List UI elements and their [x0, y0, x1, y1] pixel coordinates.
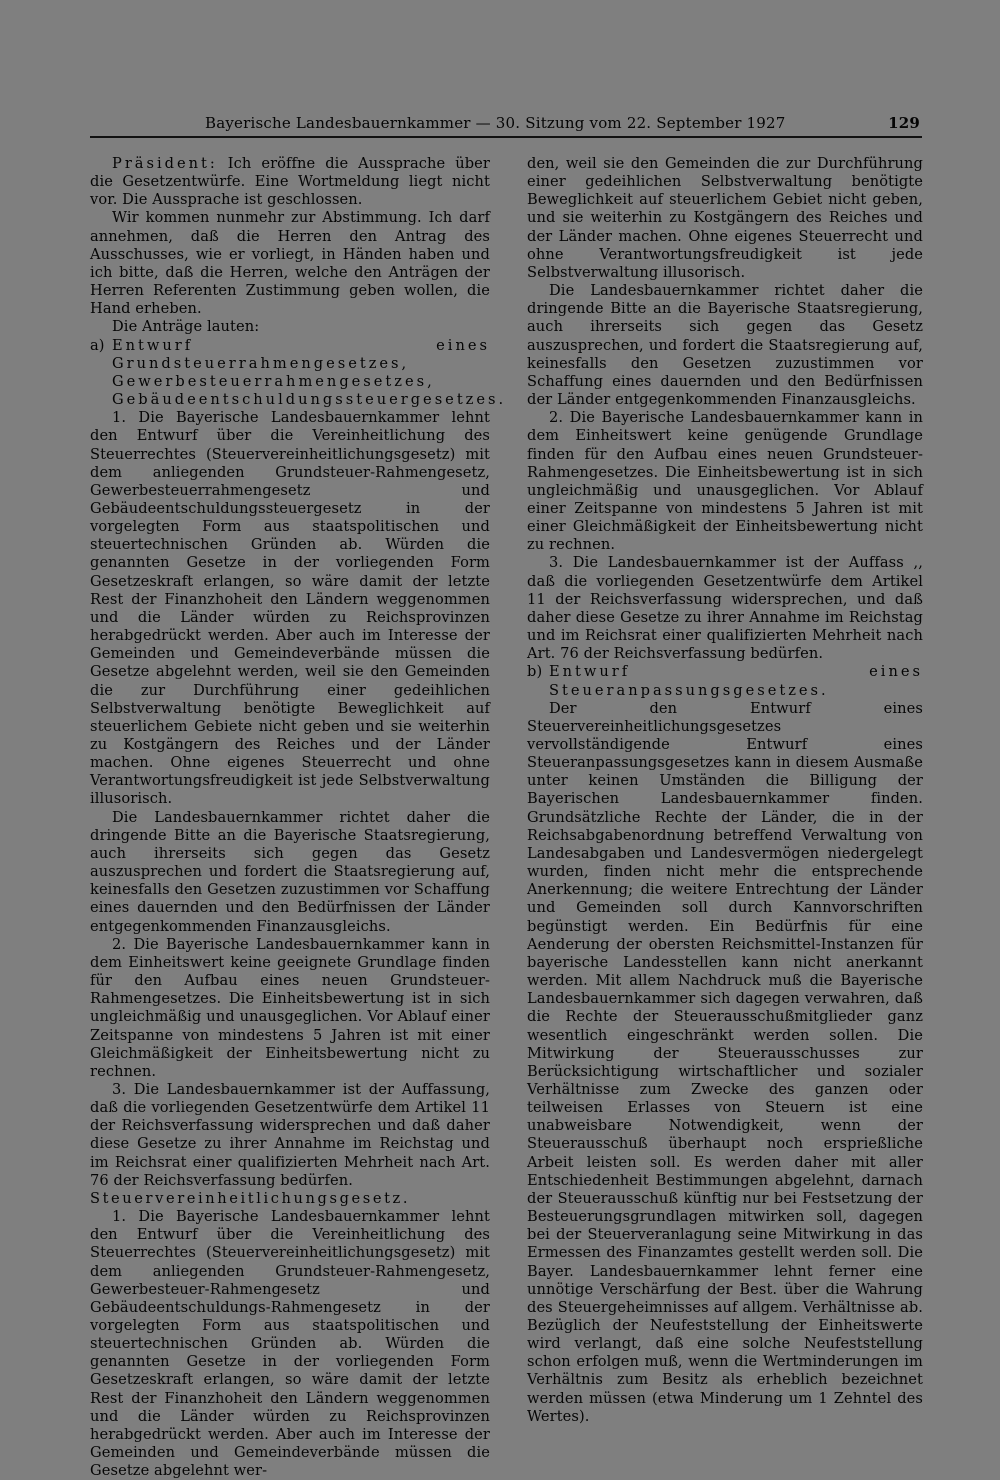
item-a-marker: a) — [90, 336, 105, 354]
header-title: Bayerische Landesbauernkammer — 30. Sitzung vom 22. September 1927 — [205, 114, 786, 132]
right-column — [527, 155, 923, 1426]
paragraph-r2: 2. Die Bayerische Landesbauernkammer kann in dem Einheitswert keine genügende Grundlage finden für den Aufbau eines neuen Grundsteuer-Rahmengesetzes. Die Einheitsbewertung ist in sich ungleichmäßig und unausgeglichen. Vor Ablauf einer Zeitspanne von mindestens 5 Jahren ist mit einer Gleichmäßigkeit der Einheitsbewertung nicht zu rechnen. — [527, 409, 923, 554]
paragraph-continuation: den, weil sie den Gemeinden die zur Durchführung einer gedeihlichen Selbstverwaltung benötigte Beweglichkeit auf steuerlichem Gebiet nicht geben, und sie weiterhin zu Kostgängern des Reiches und der Länder machen. Ohne eigenes Steuerrecht und ohne Verantwortungsfreudigkeit ist jede Selbstverwaltung illusorisch. — [527, 155, 923, 281]
paragraph-a1b: Die Landesbauernkammer richtet daher die dringende Bitte an die Bayerische Staatsregierung, auch ihrerseits sich gegen das Gesetz auszusprechen und fordert die Staatsregierung auf, keinesfalls den Gesetzen zuzustimmen vor Schaffung eines dauernden und den Bedürfnissen der Länder entgegenkommenden Finanzausgleichs. — [90, 808, 490, 935]
paragraph-r4: Der den Entwurf eines Steuervereinheitlichungsgesetzes vervollständigende Entwurf eines Steueranpassungsgesetzes kann in diesem Ausmaße unter keinen Umständen die Billigung der Bayerischen Landesbauernkammer finden. Grundsätzliche Rechte der Länder, die in der Reichsabgabenordnung betreffend Verwaltung von Landesabgaben und Landesvermögen niedergelegt wurden, finden nicht mehr die entsprechende Anerkennung; die weitere Entrechtung der Länder und Gemeinden soll durch Kannvorschriften begünstigt werden. Ein Bedürfnis für eine Aenderung der obersten Reichsmittel-Instanzen für bayerische Landesstellen kann nicht anerkannt werden. Mit allem Nachdruck muß die Bayerische Landesbauernkammer sich dagegen verwahren, daß die Rechte der Steuerausschußmitglieder ganz wesentlich eingeschränkt werden sollen. Die Mitwirkung der Steuerausschusses zur Berücksichtigung wirtschaftlicher und sozialer Verhältnisse zum Zwecke des ganzen oder teilweisen Erlasses von Steuern ist eine unabweisbare Notwendigkeit, wenn der Steuerausschuß überhaupt noch ersprießliche Arbeit leisten soll. Es werden daher mit aller Entschiedenheit Bestimmungen abgelehnt, darnach der Steuerausschuß künftig nur bei Festsetzung der Besteuerungsgrundlagen mitwirken soll, dagegen bei der Steuerveranlagung seine Mitwirkung in das Ermessen des Finanzamtes gestellt werden soll. Die Bayer. Landesbauernkammer lehnt ferner eine unnötige Verschärfung der Best. über die Wahrung des Steuergeheimnisses auf allgem. Verhältnisse ab. Bezüglich der Neufeststellung der Einheitswerte wird verlangt, daß eine solche Neufeststellung schon erfolgen muß, wenn die Wertminderungen im Verhältnis zum Besitz als erheblich bezeichnet werden müssen (etwa Minderung um 1 Zehntel des Wertes). — [527, 699, 923, 1425]
item-a-heading: Entwurf eines Grundsteuerrahmengesetzes, Gewerbesteuerrahmengesetzes, Gebäudeentschuldungssteuergesetzes. — [112, 336, 507, 409]
page-number: 129 — [888, 114, 920, 132]
president-text: Ich eröffne die Aussprache über die Gesetzentwürfe. Eine Wortmeldung liegt nicht vor. Die Aussprache ist geschlossen. — [90, 155, 490, 209]
item-b — [527, 663, 923, 699]
paragraph-r3: 3. Die Landesbauernkammer ist der Auffass ,, daß die vorliegenden Gesetzentwürfe dem Artikel 11 der Reichsverfassung widersprechen, und daß daher diese Gesetze zu ihrer Annahme im Reichstag und im Reichsrat einer qualifizierten Mehrheit nach Art. 76 der Reichsverfassung bedürfen. — [527, 554, 923, 663]
paragraph-a3: 3. Die Landesbauernkammer ist der Auffassung, daß die vorliegenden Gesetzentwürfe dem Artikel 11 der Reichsverfassung widersprechen und daß daher diese Gesetze zu ihrer Annahme im Reichstag und im Reichsrat einer qualifizierten Mehrheit nach Art. 76 der Reichsverfassung bedürfen. — [90, 1080, 490, 1189]
item-a — [90, 336, 507, 410]
paragraph-a2: 2. Die Bayerische Landesbauernkammer kann in dem Einheitswert keine geeignete Grundlage finden für den Aufbau eines neuen Grundsteuer-Rahmengesetzes. Die Einheitsbewertung ist in sich ungleichmäßig und unausgeglichen. Vor Ablauf einer Zeitspanne von mindestens 5 Jahren ist mit einer Gleichmäßigkeit der Einheitsbewertung nicht zu rechnen. — [90, 935, 490, 1080]
item-b-marker: b) — [527, 663, 543, 681]
item-b-heading: Entwurf eines Steueranpassungsgesetzes. — [549, 663, 923, 699]
page-header — [90, 112, 922, 138]
paragraph-r1: Die Landesbauernkammer richtet daher die dringende Bitte an die Bayerische Staatsregierung, auch ihrerseits sich gegen das Gesetz auszusprechen, und fordert die Staatsregierung auf, keinesfalls den Gesetzen zuzustimmen vor Schaffung eines dauernden und den Bedürfnissen der Länder entgegenkommenden Finanzausgleichs. — [527, 282, 923, 409]
paragraph-motions: Die Anträge lauten: — [112, 318, 260, 336]
sub-heading: Steuervereinheitlichungsgesetz. — [90, 1189, 411, 1207]
paragraph-a1: 1. Die Bayerische Landesbauernkammer lehnt den Entwurf über die Vereinheitlichung des Steuerrechtes (Steuervereinheitlichungsgesetz) mit dem anliegenden Grundsteuer-Rahmengesetz, Gewerbesteuerrahmengesetz und Gebäudeentschuldungssteuergesetz in der vorgelegten Form aus staatspolitischen und steuertechnischen Gründen ab. Würden die genannten Gesetze in der vorliegenden Form Gesetzeskraft erlangen, so wäre damit der letzte Rest der Finanzhoheit den Ländern weggenommen und die Länder würden zu Reichsprovinzen herabgedrückt werden. Aber auch im Interesse der Gemeinden und Gemeindeverbände müssen die Gesetze abgelehnt werden, weil sie den Gemeinden die zur Durchführung einer gedeihlichen Selbstverwaltung benötigte Beweglichkeit auf steuerlichem Gebiete nicht geben und sie weiterhin zu Kostgängern des Reiches und der Länder machen. Ohne eigenes Steuerrecht und ohne Verantwortungsfreudigkeit ist jede Selbstverwaltung illusorisch. — [90, 409, 490, 808]
speaker-label: Präsident: — [112, 155, 218, 172]
paragraph-vote: Wir kommen nunmehr zur Abstimmung. Ich darf annehmen, daß die Herren den Antrag des Ausschusses, wie er vorliegt, in Händen haben und ich bitte, daß die Herren, welche den Anträgen der Herren Referenten Zustimmung geben wollen, die Hand erheben. — [90, 209, 490, 318]
left-column — [90, 155, 507, 1480]
president-statement — [90, 155, 490, 209]
paragraph-s1: 1. Die Bayerische Landesbauernkammer lehnt den Entwurf über die Vereinheitlichung des Steuerrechtes (Steuervereinheitlichungsgesetz) mit dem anliegenden Grundsteuer-Rahmengesetz, Gewerbesteuer-Rahmengesetz und Gebäudeentschuldungs-Rahmengesetz in der vorgelegten Form aus staatspolitischen und steuertechnischen Gründen ab. Würden die genannten Gesetze in der vorliegenden Form Gesetzeskraft erlangen, so wäre damit der letzte Rest der Finanzhoheit den Ländern weggenommen und die Länder würden zu Reichsprovinzen herabgedrückt werden. Aber auch im Interesse der Gemeinden und Gemeindeverbände müssen die Gesetze abgelehnt wer- — [90, 1208, 490, 1480]
